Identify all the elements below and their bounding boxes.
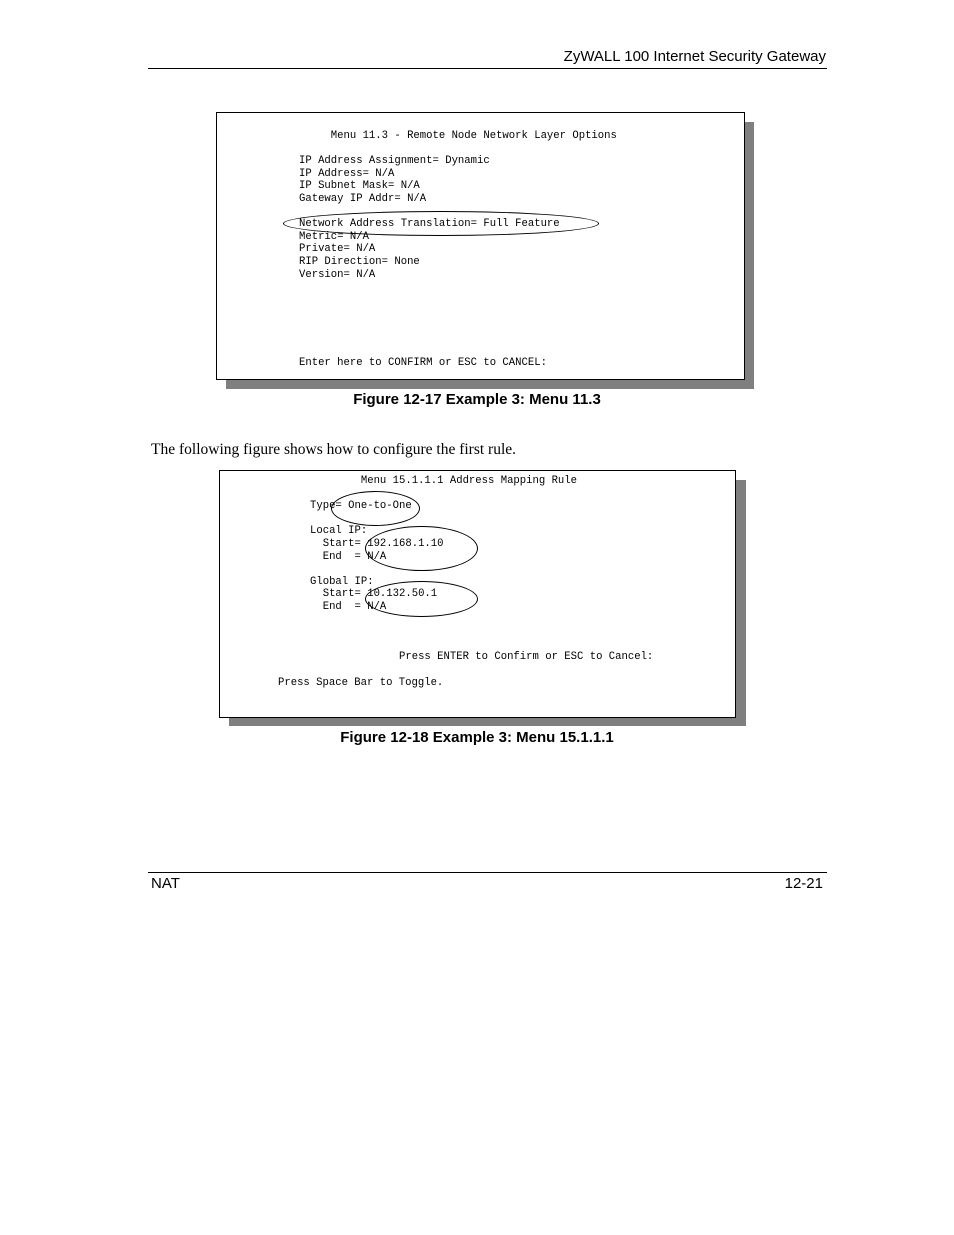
global-ip-label: Global IP: bbox=[310, 575, 374, 588]
local-ip-start-field: Start= 192.168.1.10 bbox=[310, 537, 444, 550]
private-field: Private= N/A bbox=[299, 243, 376, 256]
figure1-line bbox=[299, 306, 617, 319]
ip-address-field: IP Address= N/A bbox=[299, 167, 395, 180]
figure1-line bbox=[299, 281, 617, 294]
running-header: ZyWALL 100 Internet Security Gateway bbox=[563, 48, 826, 65]
figure1-line bbox=[299, 332, 617, 345]
figure2-line bbox=[310, 563, 653, 576]
figure1-line bbox=[299, 294, 617, 307]
nat-field: Network Address Translation= Full Feature bbox=[299, 218, 560, 231]
figure2-line bbox=[310, 639, 653, 652]
toggle-hint: Press Space Bar to Toggle. bbox=[278, 676, 444, 689]
figure2-title: Menu 15.1.1.1 Address Mapping Rule bbox=[310, 475, 578, 487]
figure2-line bbox=[310, 626, 653, 639]
figure1-text bbox=[299, 130, 617, 369]
ip-subnet-mask-field: IP Subnet Mask= N/A bbox=[299, 180, 420, 193]
figure1-line bbox=[299, 143, 617, 156]
figure1-line bbox=[299, 344, 617, 357]
figure1-caption: Figure 12-17 Example 3: Menu 11.3 bbox=[353, 391, 601, 408]
footer-section: NAT bbox=[151, 875, 180, 892]
local-ip-highlight-ellipse bbox=[365, 526, 478, 571]
figure1-line bbox=[299, 319, 617, 332]
figure2-line bbox=[310, 614, 653, 627]
figure1-title: Menu 11.3 - Remote Node Network Layer Options bbox=[299, 130, 617, 142]
confirm-prompt: Press ENTER to Confirm or ESC to Cancel: bbox=[310, 651, 654, 664]
metric-field: Metric= N/A bbox=[299, 230, 369, 243]
ip-assignment-field: IP Address Assignment= Dynamic bbox=[299, 155, 490, 168]
version-field: Version= N/A bbox=[299, 268, 376, 281]
confirm-prompt: Enter here to CONFIRM or ESC to CANCEL: bbox=[299, 356, 547, 369]
header-rule bbox=[148, 68, 827, 69]
body-paragraph: The following figure shows how to configure the first rule. bbox=[151, 441, 517, 458]
type-highlight-ellipse bbox=[331, 491, 420, 526]
footer-page-number: 12-21 bbox=[784, 875, 823, 892]
type-field: Type= One-to-One bbox=[310, 500, 412, 513]
rip-direction-field: RIP Direction= None bbox=[299, 255, 420, 268]
global-ip-highlight-ellipse bbox=[365, 581, 478, 617]
figure2-line bbox=[310, 664, 653, 677]
gateway-ip-field: Gateway IP Addr= N/A bbox=[299, 192, 427, 205]
global-ip-end-field: End = N/A bbox=[310, 600, 387, 613]
local-ip-label: Local IP: bbox=[310, 525, 368, 538]
figure2-caption: Figure 12-18 Example 3: Menu 15.1.1.1 bbox=[340, 729, 614, 746]
local-ip-end-field: End = N/A bbox=[310, 550, 387, 563]
footer-rule bbox=[148, 872, 827, 873]
global-ip-start-field: Start= 10.132.50.1 bbox=[310, 588, 438, 601]
nat-highlight-ellipse bbox=[283, 211, 599, 236]
